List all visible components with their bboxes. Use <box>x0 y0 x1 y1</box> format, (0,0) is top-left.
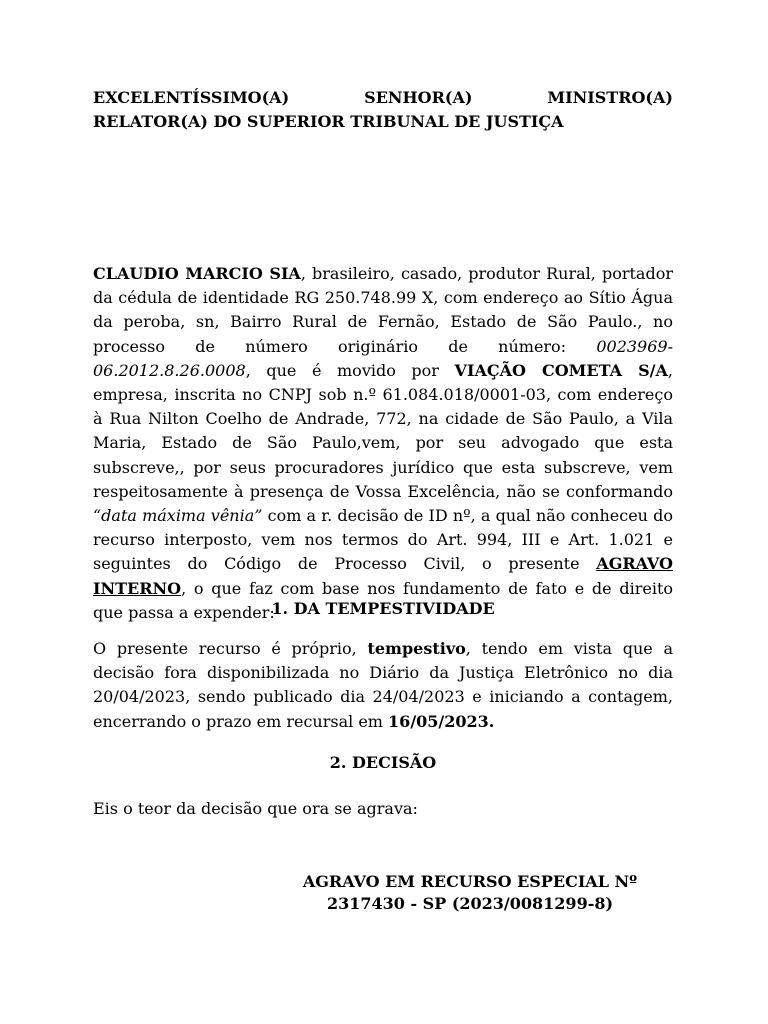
latin-phrase: “data máxima vênia” <box>93 506 263 526</box>
tempestivo-word: tempestivo <box>367 639 466 658</box>
addressee-line-1 <box>93 86 673 110</box>
section-1-text-2: , tendo em vista que a decisão fora disponibilizada no Diário da Justiça Eletrônico no dia 20/04/2023, sendo publicado dia 24/04/2023 e iniciando a contagem, encerrando o prazo em recursal em <box>93 639 673 731</box>
addressee-word-2: SENHOR(A) <box>364 88 473 107</box>
addressee-word-1: EXCELENTÍSSIMO(A) <box>93 88 290 107</box>
party-name: CLAUDIO MARCIO SIA <box>93 264 301 283</box>
addressee-block <box>93 86 673 134</box>
intro-text-3: , empresa, inscrita no CNPJ sob n.º 61.084.018/0001-03, com endereço à Rua Nilton Coelho de Andrade, 772, na cidade de São Paulo, a Vila Maria, Estado de São Paulo,vem, por seu advogado que esta subscreve,, por seus procuradores jurídico que esta subscreve, vem respeitosamente à presença de Vossa Excelência, não se conformando <box>93 360 674 501</box>
intro-text-1: , brasileiro, casado, produtor Rural, portador da cédula de identidade RG 250.748.99 X, com endereço ao Sítio Água da peroba, sn, Bairro Rural de Fernão, Estado de São Paulo., no processo de número originário de número: <box>93 264 673 356</box>
section-2-heading: 2. DECISÃO <box>329 753 437 772</box>
deadline-date: 16/05/2023. <box>388 711 495 731</box>
process-number: 0023969-06.2012.8.26.0008 <box>93 336 673 380</box>
intro-text-5: , o que faz com base nos fundamento de fato e de direito que passa a expender: <box>93 578 673 622</box>
intro-text-4: com a r. decisão de ID nº, a qual não conheceu do recurso interposto, vem nos termos do Art. 994, III e Art. 1.021 e seguintes do Código de Processo Civil, o presente <box>93 506 674 574</box>
section-2-intro: Eis o teor da decisão que ora se agrava: <box>93 799 418 818</box>
decision-title <box>300 871 640 915</box>
decision-title-line-2: 2317430 - SP (2023/0081299-8) <box>326 894 614 913</box>
intro-paragraph <box>93 262 673 625</box>
appeal-type: AGRAVO INTERNO <box>93 554 673 598</box>
addressee-line-2: RELATOR(A) DO SUPERIOR TRIBUNAL DE JUSTIÇA <box>93 112 564 131</box>
decision-title-line-1: AGRAVO EM RECURSO ESPECIAL Nº <box>302 872 638 891</box>
addressee-word-3: MINISTRO(A) <box>547 88 673 107</box>
section-1-heading: 1. DA TEMPESTIVIDADE <box>271 599 495 618</box>
intro-text-2: , que é movido por <box>245 360 455 380</box>
opposing-party: VIAÇÃO COMETA S/A <box>454 360 668 380</box>
section-1-paragraph <box>93 637 673 734</box>
section-1-text-1: O presente recurso é próprio, <box>93 639 368 658</box>
